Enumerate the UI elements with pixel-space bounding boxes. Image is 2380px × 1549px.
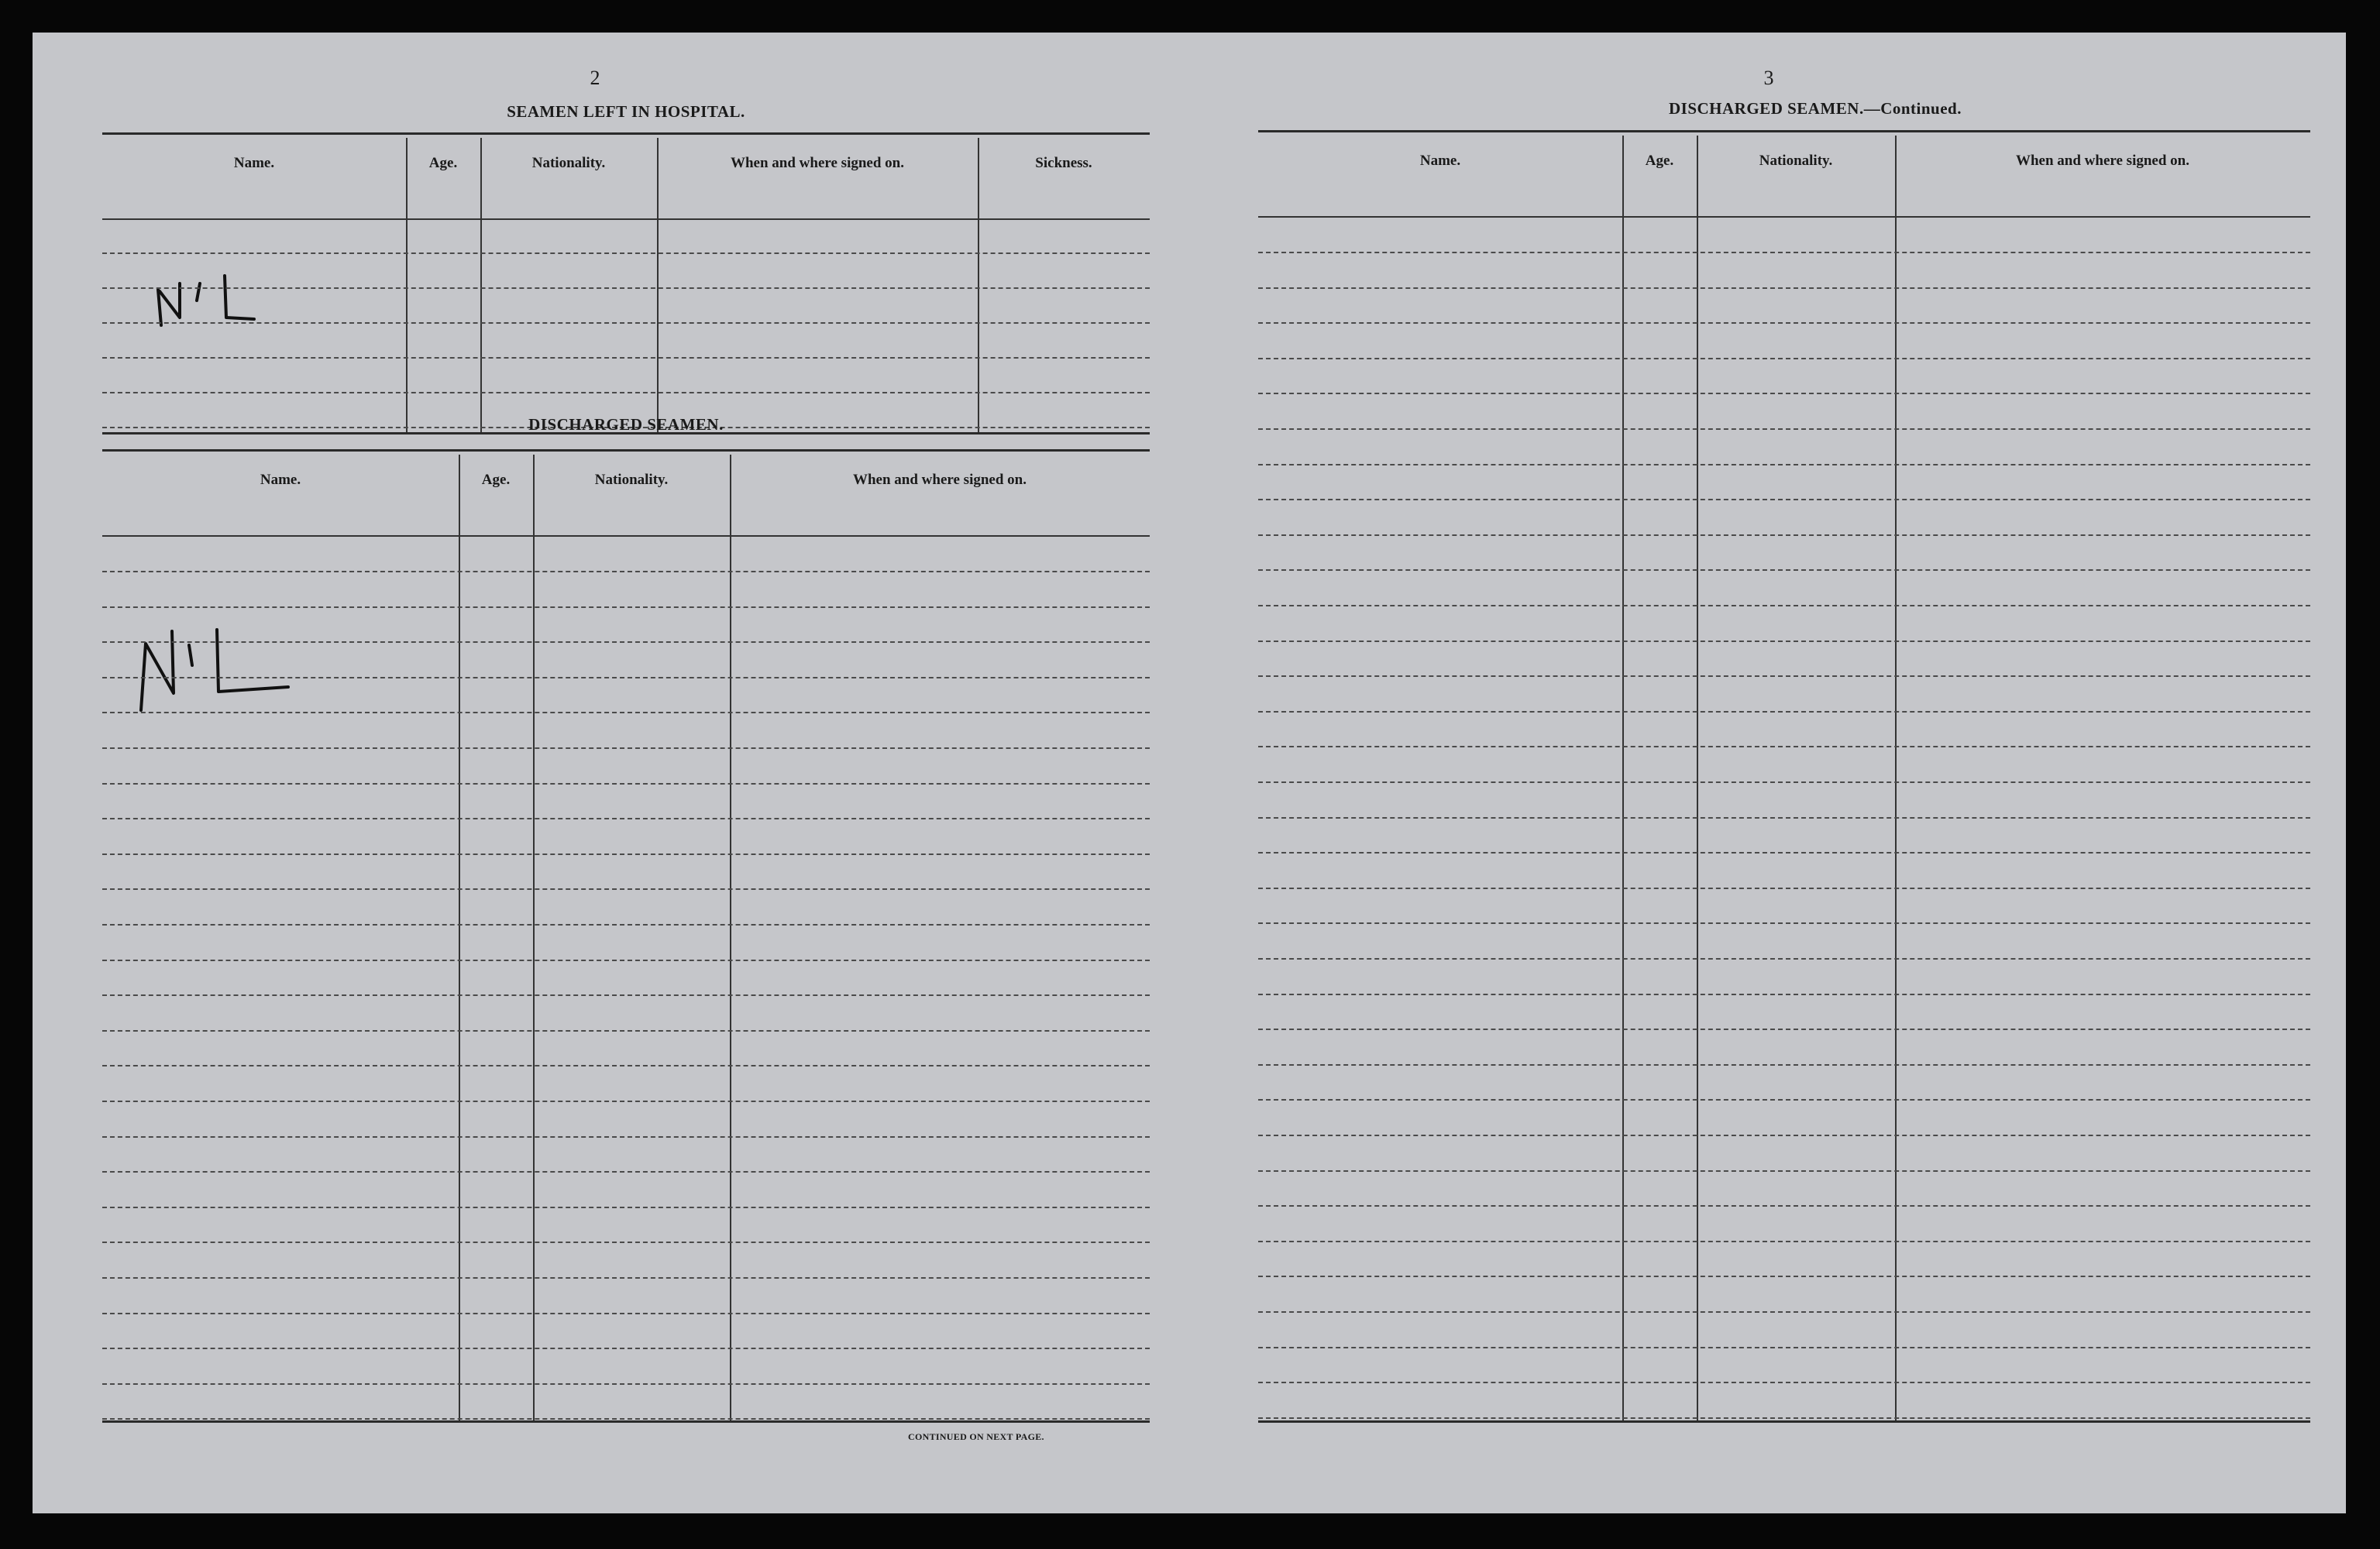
discharged-header-rule <box>102 535 1150 537</box>
ledger-row-line <box>1258 1241 2310 1242</box>
ledger-row-line <box>102 924 1150 926</box>
hospital-divider <box>657 138 659 432</box>
hospital-divider <box>480 138 482 432</box>
ledger-row-line <box>102 853 1150 855</box>
discharged-col-age: Age. <box>481 472 511 488</box>
handwritten-nil-signature <box>149 262 304 347</box>
right-divider <box>1697 136 1698 1421</box>
discharged-col-signed-on: When and where signed on. <box>852 472 1027 488</box>
right-page <box>1258 33 2310 1513</box>
ledger-row-line <box>1258 252 2310 253</box>
ledger-row-line <box>102 1101 1150 1102</box>
ledger-row-line <box>102 641 1150 643</box>
right-ledger <box>1258 136 2310 1421</box>
handwritten-nil-signature <box>133 610 335 718</box>
ledger-row-line <box>102 252 1150 254</box>
ledger-row-line <box>102 1313 1150 1314</box>
right-divider <box>1895 136 1897 1421</box>
ledger-row-line <box>1258 1135 2310 1136</box>
ledger-row-line <box>1258 888 2310 889</box>
hospital-col-name: Name. <box>233 155 275 171</box>
hospital-divider <box>406 138 408 432</box>
ledger-row-line <box>102 888 1150 890</box>
ledger-row-line <box>1258 1276 2310 1277</box>
left-page <box>102 33 1150 1513</box>
ledger-row-line <box>102 287 1150 289</box>
ledger-row-line <box>1258 711 2310 713</box>
right-section-title <box>1289 99 2341 118</box>
ledger-row-line <box>102 960 1150 961</box>
ledger-row-line <box>1258 675 2310 677</box>
ledger-row-line <box>1258 1099 2310 1101</box>
ledger-row-line <box>1258 641 2310 642</box>
discharged-section-title: DISCHARGED SEAMEN. <box>528 415 724 434</box>
continued-note: CONTINUED ON NEXT PAGE. <box>908 1431 1044 1442</box>
ledger-row-line <box>102 783 1150 785</box>
right-col-signed-on: When and where signed on. <box>2015 153 2189 169</box>
ledger-row-line <box>102 571 1150 572</box>
ledger-row-line <box>1258 958 2310 960</box>
ledger-row-line <box>1258 428 2310 430</box>
hospital-top-rule <box>102 132 1150 135</box>
right-title-suffix: —Continued. <box>1863 99 1962 118</box>
discharged-col-nationality: Nationality. <box>594 472 669 488</box>
ledger-row-line <box>102 1065 1150 1066</box>
document-sheet <box>33 33 2346 1513</box>
ledger-row-line <box>1258 534 2310 536</box>
ledger-row-line <box>102 392 1150 393</box>
ledger-row-line <box>1258 817 2310 819</box>
ledger-row-line <box>1258 1347 2310 1348</box>
ledger-row-line <box>1258 1170 2310 1172</box>
ledger-row-line <box>102 1136 1150 1138</box>
ledger-row-line <box>1258 1064 2310 1066</box>
discharged-bottom-rule <box>102 1420 1150 1423</box>
ledger-row-line <box>102 1383 1150 1385</box>
ledger-row-line <box>1258 746 2310 747</box>
ledger-row-line <box>1258 322 2310 324</box>
hospital-ledger <box>102 138 1150 432</box>
ledger-row-line <box>1258 569 2310 571</box>
ledger-row-line <box>1258 994 2310 995</box>
right-bottom-rule <box>1258 1420 2310 1423</box>
ledger-row-line <box>102 818 1150 819</box>
ledger-row-line <box>1258 358 2310 359</box>
ledger-row-line <box>1258 464 2310 465</box>
ledger-row-line <box>102 1277 1150 1279</box>
hospital-col-nationality: Nationality. <box>531 155 606 171</box>
right-divider <box>1622 136 1624 1421</box>
ledger-row-line <box>1258 1205 2310 1207</box>
hospital-col-signed-on: When and where signed on. <box>730 155 904 171</box>
right-col-nationality: Nationality. <box>1759 153 1833 169</box>
ledger-row-line <box>102 1171 1150 1173</box>
ledger-row-line <box>102 712 1150 713</box>
discharged-top-rule <box>102 449 1150 452</box>
ledger-row-line <box>1258 922 2310 924</box>
hospital-col-age: Age. <box>428 155 458 171</box>
ledger-row-line <box>1258 393 2310 394</box>
hospital-header-rule <box>102 218 1150 220</box>
ledger-row-line <box>1258 605 2310 606</box>
page-number-left: 2 <box>590 67 600 89</box>
ledger-row-line <box>102 1348 1150 1349</box>
ledger-row-line <box>1258 499 2310 500</box>
ledger-row-line <box>1258 287 2310 289</box>
ledger-row-line <box>1258 781 2310 783</box>
right-title-main: DISCHARGED SEAMEN. <box>1669 99 1864 118</box>
discharged-col-name: Name. <box>260 472 301 488</box>
ledger-row-line <box>102 1030 1150 1032</box>
right-top-rule <box>1258 130 2310 132</box>
ledger-row-line <box>102 677 1150 678</box>
ledger-row-line <box>102 357 1150 359</box>
hospital-section-title: SEAMEN LEFT IN HOSPITAL. <box>507 102 745 121</box>
right-col-name: Name. <box>1419 153 1461 169</box>
page-number-right: 3 <box>1763 67 1774 89</box>
ledger-row-line <box>1258 1311 2310 1313</box>
ledger-row-line <box>1258 1417 2310 1419</box>
ledger-row-line <box>1258 1382 2310 1383</box>
ledger-row-line <box>102 1242 1150 1243</box>
ledger-row-line <box>102 606 1150 608</box>
ledger-row-line <box>1258 852 2310 853</box>
right-col-age: Age. <box>1645 153 1674 169</box>
right-header-rule <box>1258 216 2310 218</box>
ledger-row-line <box>1258 1029 2310 1030</box>
ledger-row-line <box>102 994 1150 996</box>
discharged-ledger <box>102 455 1150 1423</box>
hospital-col-sickness: Sickness. <box>1035 155 1092 171</box>
ledger-row-line <box>102 1207 1150 1208</box>
hospital-divider <box>978 138 979 432</box>
ledger-row-line <box>102 747 1150 749</box>
ledger-row-line <box>102 322 1150 324</box>
